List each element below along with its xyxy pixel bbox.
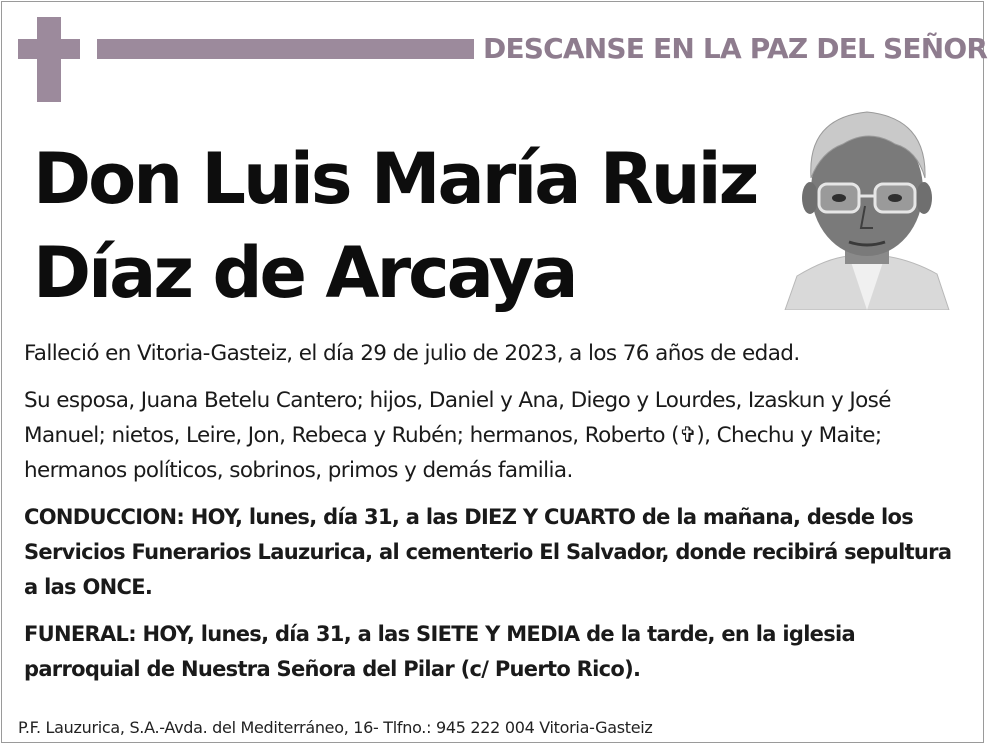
header-rule <box>97 39 474 59</box>
deceased-name <box>33 132 773 320</box>
motto-heading: DESCANSE EN LA PAZ DEL SEÑOR <box>483 32 988 65</box>
portrait-photo <box>777 98 957 310</box>
obituary-body <box>24 336 964 699</box>
death-notice: Falleció en Vitoria-Gasteiz, el día 29 de julio de 2023, a los 76 años de edad. <box>24 341 800 366</box>
name-line-2: Díaz de Arcaya <box>33 232 576 314</box>
cross-icon-horizontal <box>18 39 80 59</box>
name-line-1: Don Luis María Ruiz <box>33 138 757 220</box>
family-list: Su esposa, Juana Betelu Cantero; hijos, Daniel y Ana, Diego y Lourdes, Izaskun y José Manuel; nietos, Leire, Jon, Rebeca y Rubén; hermanos, Roberto (✞), Chechu y Maite; hermanos políticos, sobrinos, primos y demás familia. <box>24 388 891 483</box>
funeral-home-footer: P.F. Lauzurica, S.A.-Avda. del Mediterráneo, 16- Tlfno.: 945 222 004 Vitoria-Gasteiz <box>18 718 653 737</box>
funeral-notice: FUNERAL: HOY, lunes, día 31, a las SIETE Y MEDIA de la tarde, en la iglesia parroquial de Nuestra Señora del Pilar (c/ Puerto Rico). <box>24 622 855 681</box>
cross-icon-vertical <box>37 17 61 102</box>
conduccion-notice: CONDUCCION: HOY, lunes, día 31, a las DIEZ Y CUARTO de la mañana, desde los Servicios Funerarios Lauzurica, al cementerio El Salvador, donde recibirá sepultura a las ONCE. <box>24 505 952 599</box>
